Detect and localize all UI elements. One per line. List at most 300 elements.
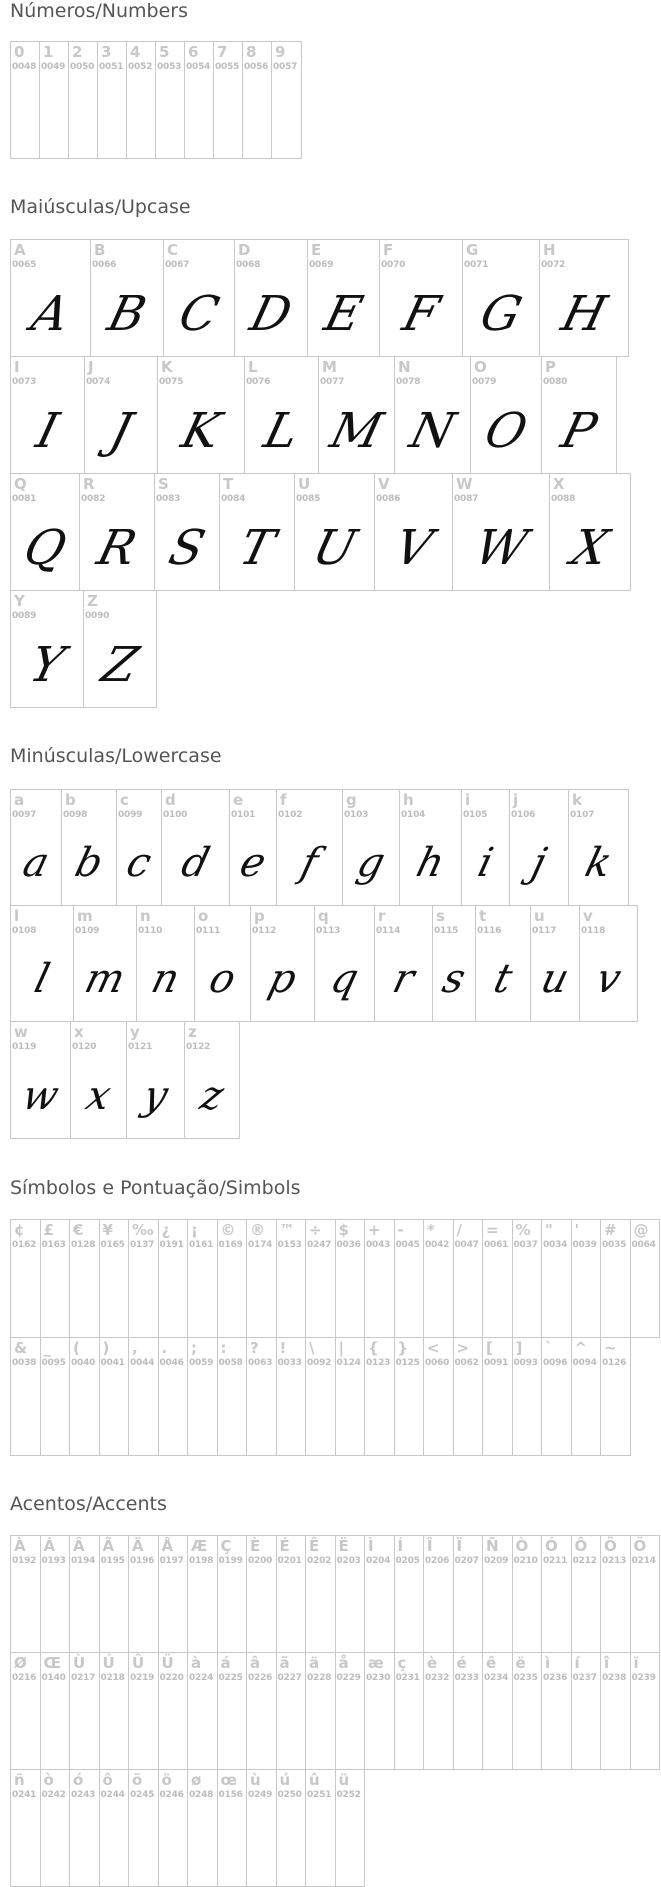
glyph-character-label: - [397, 1221, 404, 1239]
glyph-character-label: _ [43, 1339, 51, 1357]
glyph-code-label: 0067 [165, 260, 190, 270]
glyph-cell [116, 789, 162, 906]
glyph-cell [307, 239, 380, 357]
glyph-code-label: 0090 [85, 611, 110, 621]
glyph-character-label: 9 [275, 43, 286, 61]
glyph-character-label: è [427, 1654, 438, 1672]
glyph-code-label: 0195 [100, 1556, 125, 1566]
glyph-cell [39, 41, 69, 159]
glyph-character-label: ú [279, 1771, 291, 1789]
glyph-cell [394, 1535, 425, 1653]
glyph-character-label: È [250, 1537, 261, 1555]
glyph-code-label: 0075 [159, 377, 184, 387]
glyph-cell [155, 41, 185, 159]
glyph-preview: k [580, 840, 617, 886]
glyph-preview: m [80, 956, 130, 1002]
glyph-character-label: % [515, 1221, 531, 1239]
glyph-cell [374, 473, 453, 591]
glyph-code-label: 0225 [218, 1673, 243, 1683]
glyph-character-label: 7 [217, 43, 228, 61]
glyph-cell [423, 1652, 454, 1770]
glyph-cell [600, 1337, 631, 1456]
glyph-code-label: 0125 [395, 1358, 420, 1368]
glyph-character-label: î [604, 1654, 610, 1672]
glyph-code-label: 0140 [41, 1673, 66, 1683]
glyph-code-label: 0046 [159, 1358, 184, 1368]
glyph-preview: w [17, 1073, 64, 1119]
glyph-cell [305, 1535, 336, 1653]
glyph-cell [342, 789, 400, 906]
glyph-preview: j [527, 840, 551, 886]
glyph-cell [305, 1652, 336, 1770]
glyph-character-label: B [94, 241, 106, 259]
glyph-cell [549, 473, 631, 591]
glyph-character-label: Æ [191, 1537, 208, 1555]
glyph-cell [187, 1535, 218, 1653]
glyph-code-label: 0049 [41, 62, 66, 72]
glyph-cell [470, 356, 542, 474]
glyph-cell [600, 1219, 631, 1338]
glyph-character-label: \ [309, 1339, 315, 1357]
glyph-cell [271, 41, 302, 159]
glyph-preview: O [479, 403, 533, 459]
glyph-cell [541, 356, 617, 474]
glyph-code-label: 0232 [425, 1673, 450, 1683]
glyph-code-label: 0051 [99, 62, 124, 72]
glyph-cell [126, 41, 156, 159]
glyph-cell [482, 1535, 513, 1653]
glyph-character-label: Y [14, 592, 25, 610]
glyph-cell [453, 1535, 484, 1653]
glyph-code-label: 0084 [221, 494, 246, 504]
glyph-preview: U [307, 520, 362, 576]
glyph-code-label: 0085 [296, 494, 321, 504]
glyph-cell [276, 1219, 307, 1338]
glyph-code-label: 0174 [248, 1240, 273, 1250]
glyph-cell [10, 905, 74, 1022]
glyph-code-label: 0050 [70, 62, 95, 72]
glyph-code-label: 0120 [72, 1042, 97, 1052]
glyph-code-label: 0235 [513, 1673, 538, 1683]
glyph-code-label: 0114 [376, 926, 401, 936]
glyph-code-label: 0111 [196, 926, 221, 936]
glyph-cell [158, 1769, 189, 1887]
glyph-character-label: . [161, 1339, 168, 1357]
glyph-cell [482, 1219, 513, 1338]
glyph-cell [482, 1652, 513, 1770]
glyph-character-label: Ì [368, 1537, 374, 1555]
glyph-code-label: 0224 [189, 1673, 214, 1683]
glyph-code-label: 0068 [236, 260, 261, 270]
glyph-character-label: é [456, 1654, 467, 1672]
glyph-code-label: 0107 [570, 810, 595, 820]
glyph-code-label: 0093 [513, 1358, 538, 1368]
glyph-character-label: ü [338, 1771, 350, 1789]
glyph-cell [374, 905, 433, 1022]
glyph-character-label: Ø [14, 1654, 27, 1672]
glyph-character-label: H [543, 241, 556, 259]
glyph-cell [461, 789, 510, 906]
glyph-code-label: 0071 [464, 260, 489, 270]
glyph-character-label: : [220, 1339, 227, 1357]
glyph-cell [217, 1535, 248, 1653]
glyph-cell [158, 1219, 189, 1338]
glyph-preview: B [102, 286, 152, 342]
glyph-character-label: F [383, 241, 394, 259]
glyph-code-label: 0056 [244, 62, 269, 72]
glyph-preview: d [176, 840, 215, 886]
glyph-cell [40, 1652, 71, 1770]
glyph-character-label: z [188, 1023, 197, 1041]
glyph-cell [314, 905, 375, 1022]
glyph-preview: i [473, 840, 498, 886]
glyph-code-label: 0124 [336, 1358, 361, 1368]
glyph-preview: a [18, 840, 54, 886]
glyph-cell [10, 1219, 41, 1338]
glyph-character-label: G [466, 241, 479, 259]
glyph-code-label: 0207 [454, 1556, 479, 1566]
glyph-character-label: [ [486, 1339, 493, 1357]
glyph-cell [568, 789, 629, 906]
glyph-cell [10, 356, 85, 474]
glyph-cell [84, 356, 158, 474]
glyph-character-label: Z [87, 592, 98, 610]
glyph-cell [630, 1652, 661, 1770]
glyph-character-label: Ù [73, 1654, 86, 1672]
glyph-character-label: ; [191, 1339, 197, 1357]
glyph-code-label: 0156 [218, 1790, 243, 1800]
glyph-character-label: ç [397, 1654, 407, 1672]
glyph-character-label: E [311, 241, 322, 259]
glyph-code-label: 0095 [41, 1358, 66, 1368]
glyph-cell [213, 41, 243, 159]
glyph-code-label: 0244 [100, 1790, 125, 1800]
glyph-cell [10, 590, 84, 708]
glyph-cell [423, 1219, 454, 1338]
glyph-code-label: 0246 [159, 1790, 184, 1800]
glyph-character-label: ( [73, 1339, 80, 1357]
glyph-cell [453, 1652, 484, 1770]
glyph-code-label: 0103 [344, 810, 369, 820]
glyph-preview: Q [18, 520, 72, 576]
glyph-cell [512, 1652, 543, 1770]
glyph-cell [10, 41, 40, 159]
glyph-character-label: ] [515, 1339, 523, 1357]
glyph-code-label: 0194 [71, 1556, 96, 1566]
glyph-cell [335, 1769, 366, 1887]
glyph-cell [187, 1652, 218, 1770]
glyph-code-label: 0233 [454, 1673, 479, 1683]
glyph-cell [399, 789, 462, 906]
glyph-character-label: Ò [515, 1537, 529, 1555]
glyph-cell [571, 1337, 602, 1456]
glyph-character-label: U [298, 475, 311, 493]
glyph-cell [276, 1652, 307, 1770]
glyph-code-label: 0234 [484, 1673, 509, 1683]
glyph-cell [234, 239, 308, 357]
glyph-character-label: } [397, 1339, 409, 1357]
glyph-character-label: q [318, 907, 329, 925]
glyph-cell [453, 1219, 484, 1338]
glyph-character-label: & [14, 1339, 28, 1357]
glyph-character-label: M [322, 358, 337, 376]
glyph-code-label: 0198 [189, 1556, 214, 1566]
glyph-code-label: 0162 [12, 1240, 37, 1250]
glyph-cell [40, 1219, 71, 1338]
glyph-cell [154, 473, 220, 591]
glyph-code-label: 0123 [366, 1358, 391, 1368]
glyph-cell [157, 356, 245, 474]
glyph-code-label: 0247 [307, 1240, 332, 1250]
glyph-cell [423, 1535, 454, 1653]
glyph-character-label: o [198, 907, 209, 925]
glyph-cell [453, 1337, 484, 1456]
glyph-code-label: 0064 [631, 1240, 656, 1250]
glyph-code-label: 0226 [248, 1673, 273, 1683]
glyph-code-label: 0086 [376, 494, 401, 504]
glyph-preview: L [258, 403, 305, 459]
glyph-character-label: ÷ [309, 1221, 322, 1239]
glyph-code-label: 0238 [602, 1673, 627, 1683]
glyph-character-label: ' [574, 1221, 580, 1239]
glyph-code-label: 0213 [602, 1556, 627, 1566]
glyph-character-label: W [456, 475, 473, 493]
glyph-cell [128, 1337, 159, 1456]
glyph-preview: G [474, 286, 528, 342]
glyph-cell [276, 1337, 307, 1456]
glyph-character-label: N [398, 358, 411, 376]
glyph-code-label: 0200 [248, 1556, 273, 1566]
glyph-code-label: 0216 [12, 1673, 37, 1683]
glyph-preview: l [29, 956, 55, 1002]
glyph-preview: F [397, 286, 445, 342]
glyph-character-label: ì [545, 1654, 551, 1672]
glyph-character-label: S [158, 475, 169, 493]
glyph-code-label: 0080 [543, 377, 568, 387]
glyph-character-label: $ [338, 1221, 349, 1239]
glyph-code-label: 0069 [309, 260, 334, 270]
glyph-code-label: 0245 [130, 1790, 155, 1800]
glyph-code-label: 0062 [454, 1358, 479, 1368]
glyph-code-label: 0128 [71, 1240, 96, 1250]
glyph-character-label: á [220, 1654, 231, 1672]
glyph-cell [217, 1769, 248, 1887]
glyph-character-label: Ô [574, 1537, 588, 1555]
glyph-preview: D [244, 286, 298, 342]
glyph-code-label: 0169 [218, 1240, 243, 1250]
glyph-code-label: 0110 [138, 926, 163, 936]
glyph-character-label: / [456, 1221, 462, 1239]
glyph-character-label: p [254, 907, 265, 925]
glyph-cell [128, 1535, 159, 1653]
glyph-character-label: c [120, 791, 129, 809]
glyph-character-label: Å [161, 1537, 174, 1555]
glyph-code-label: 0116 [477, 926, 502, 936]
glyph-code-label: 0094 [572, 1358, 597, 1368]
glyph-code-label: 0214 [631, 1556, 656, 1566]
glyph-cell [600, 1535, 631, 1653]
glyph-code-label: 0034 [543, 1240, 568, 1250]
glyph-character-label: { [368, 1339, 379, 1357]
glyph-code-label: 0099 [118, 810, 143, 820]
glyph-character-label: À [14, 1537, 26, 1555]
glyph-character-label: ? [250, 1339, 259, 1357]
glyph-character-label: 1 [43, 43, 54, 61]
glyph-character-label: í [574, 1654, 580, 1672]
glyph-preview: T [234, 520, 280, 576]
glyph-preview: K [176, 403, 226, 459]
glyph-code-label: 0070 [381, 260, 406, 270]
glyph-character-label: , [132, 1339, 138, 1357]
glyph-cell [187, 1337, 218, 1456]
glyph-cell [99, 1219, 130, 1338]
glyph-preview: y [138, 1073, 173, 1119]
glyph-code-label: 0047 [454, 1240, 479, 1250]
glyph-code-label: 0227 [277, 1673, 302, 1683]
glyph-character-label: â [250, 1654, 261, 1672]
glyph-code-label: 0229 [336, 1673, 361, 1683]
glyph-code-label: 0193 [41, 1556, 66, 1566]
glyph-character-label: < [427, 1339, 440, 1357]
glyph-code-label: 0054 [186, 62, 211, 72]
glyph-preview: X [565, 520, 615, 576]
glyph-cell [10, 1769, 41, 1887]
glyph-character-label: r [378, 907, 386, 925]
glyph-code-label: 0113 [316, 926, 341, 936]
glyph-character-label: * [427, 1221, 435, 1239]
glyph-character-label: R [83, 475, 95, 493]
glyph-cell [99, 1337, 130, 1456]
glyph-preview: Z [96, 637, 144, 693]
glyph-cell [10, 1021, 71, 1139]
glyph-cell [229, 789, 277, 906]
glyph-code-label: 0219 [130, 1673, 155, 1683]
glyph-character-label: 2 [72, 43, 83, 61]
glyph-code-label: 0248 [189, 1790, 214, 1800]
glyph-cell [40, 1535, 71, 1653]
glyph-code-label: 0102 [278, 810, 303, 820]
glyph-code-label: 0100 [163, 810, 188, 820]
glyph-cell [10, 1337, 41, 1456]
glyph-character-label: õ [132, 1771, 143, 1789]
glyph-cell [541, 1337, 572, 1456]
glyph-cell [68, 41, 98, 159]
glyph-character-label: ä [309, 1654, 320, 1672]
glyph-code-label: 0197 [159, 1556, 184, 1566]
glyph-character-label: Â [73, 1537, 85, 1555]
glyph-cell [512, 1337, 543, 1456]
glyph-character-label: © [220, 1221, 236, 1239]
glyph-cell [184, 41, 214, 159]
glyph-preview: P [555, 403, 603, 459]
glyph-code-label: 0042 [425, 1240, 450, 1250]
glyph-code-label: 0097 [12, 810, 37, 820]
glyph-cell [244, 356, 319, 474]
glyph-character-label: Ö [633, 1537, 647, 1555]
glyph-cell [69, 1535, 100, 1653]
glyph-cell [83, 590, 157, 708]
glyph-preview: z [195, 1073, 229, 1119]
glyph-character-label: ‰ [132, 1221, 154, 1239]
glyph-character-label: 8 [246, 43, 257, 61]
glyph-cell [364, 1337, 395, 1456]
glyph-character-label: s [436, 907, 445, 925]
glyph-code-label: 0059 [189, 1358, 214, 1368]
glyph-cell [294, 473, 375, 591]
glyph-preview: J [104, 403, 138, 459]
glyph-code-label: 0191 [159, 1240, 184, 1250]
glyph-code-label: 0201 [277, 1556, 302, 1566]
glyph-cell [512, 1219, 543, 1338]
glyph-code-label: 0088 [551, 494, 576, 504]
glyph-cell [250, 905, 315, 1022]
glyph-code-label: 0230 [366, 1673, 391, 1683]
glyph-character-label: v [583, 907, 593, 925]
glyph-cell [69, 1769, 100, 1887]
glyph-character-label: ¿ [161, 1221, 171, 1239]
glyph-code-label: 0043 [366, 1240, 391, 1250]
glyph-preview: t [489, 956, 517, 1002]
glyph-code-label: 0082 [81, 494, 106, 504]
glyph-code-label: 0091 [484, 1358, 509, 1368]
glyph-code-label: 0040 [71, 1358, 96, 1368]
glyph-code-label: 0037 [513, 1240, 538, 1250]
glyph-character-label: Õ [604, 1537, 617, 1555]
glyph-character-label: Ç [220, 1537, 232, 1555]
glyph-cell [364, 1652, 395, 1770]
glyph-cell [335, 1337, 366, 1456]
glyph-code-label: 0038 [12, 1358, 37, 1368]
glyph-character-label: + [368, 1221, 381, 1239]
glyph-preview: M [324, 403, 389, 459]
glyph-cell [475, 905, 531, 1022]
glyph-code-label: 0083 [156, 494, 181, 504]
glyph-code-label: 0209 [484, 1556, 509, 1566]
glyph-cell [246, 1769, 277, 1887]
glyph-code-label: 0165 [100, 1240, 125, 1250]
glyph-character-label: A [14, 241, 26, 259]
glyph-code-label: 0074 [86, 377, 111, 387]
glyph-cell [99, 1535, 130, 1653]
glyph-cell [571, 1652, 602, 1770]
glyph-character-label: j [513, 791, 519, 809]
glyph-code-label: 0119 [12, 1042, 37, 1052]
glyph-code-label: 0205 [395, 1556, 420, 1566]
glyph-cell [482, 1337, 513, 1456]
glyph-character-label: Û [132, 1654, 145, 1672]
glyph-character-label: 4 [130, 43, 141, 61]
glyph-code-label: 0081 [12, 494, 37, 504]
glyph-character-label: | [338, 1339, 344, 1357]
glyph-code-label: 0055 [215, 62, 240, 72]
glyph-code-label: 0237 [572, 1673, 597, 1683]
glyph-code-label: 0108 [12, 926, 37, 936]
glyph-character-label: w [14, 1023, 28, 1041]
glyph-cell [40, 1337, 71, 1456]
glyph-preview: A [26, 286, 75, 342]
glyph-preview: h [411, 840, 450, 886]
glyph-preview: b [70, 840, 108, 886]
glyph-character-label: ï [633, 1654, 639, 1672]
glyph-code-label: 0217 [71, 1673, 96, 1683]
glyph-cell [73, 905, 137, 1022]
glyph-cell [69, 1652, 100, 1770]
glyph-character-label: Ó [545, 1537, 558, 1555]
glyph-character-label: Î [427, 1537, 433, 1555]
glyph-character-label: Ë [338, 1537, 349, 1555]
glyph-character-label: ò [43, 1771, 54, 1789]
glyph-character-label: h [403, 791, 414, 809]
